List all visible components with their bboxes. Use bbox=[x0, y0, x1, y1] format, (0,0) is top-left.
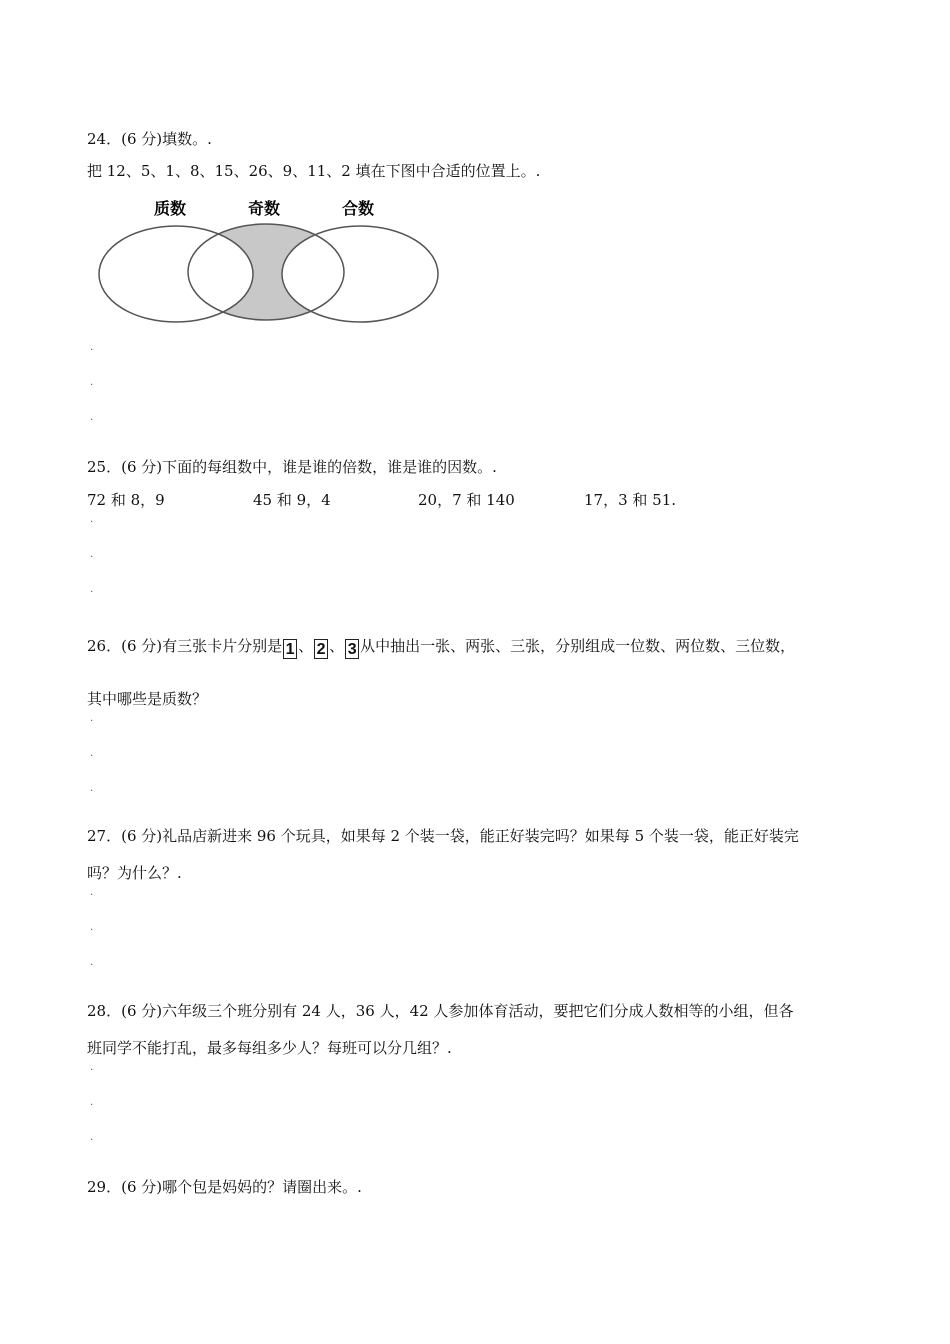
card-2: 2 bbox=[314, 639, 328, 659]
q27-line-1: 27．(6 分)礼品店新进来 96 个玩具，如果每 2 个装一袋，能正好装完吗？如果每 5 个装一袋，能正好装完 bbox=[87, 827, 799, 845]
answer-dot: . bbox=[90, 412, 94, 423]
q25-group-3: 20，7 和 140 bbox=[418, 491, 515, 509]
q29-title: 29．(6 分)哪个包是妈妈的？请圈出来。. bbox=[87, 1178, 362, 1196]
answer-dot: . bbox=[90, 514, 94, 525]
q26-suffix: 从中抽出一张、两张、三张，分别组成一位数、两位数、三位数， bbox=[360, 637, 796, 655]
q25-group-2: 45 和 9，4 bbox=[253, 491, 331, 509]
answer-dot: . bbox=[90, 1097, 94, 1108]
q24-text: 把 12、5、1、8、15、26、9、11、2 填在下图中合适的位置上。. bbox=[87, 162, 541, 180]
q28-line-1: 28．(6 分)六年级三个班分别有 24 人，36 人，42 人参加体育活动，要把它们分成人数相等的小组，但各 bbox=[87, 1002, 794, 1020]
venn-label-composite: 合数 bbox=[342, 199, 375, 218]
answer-dot: . bbox=[90, 713, 94, 724]
venn-label-prime: 质数 bbox=[154, 199, 187, 218]
answer-dot: . bbox=[90, 922, 94, 933]
answer-dot: . bbox=[90, 1132, 94, 1143]
answer-dot: . bbox=[90, 549, 94, 560]
card-1: 1 bbox=[283, 639, 297, 659]
q26-line-2: 其中哪些是质数？ bbox=[87, 690, 208, 708]
q26-sep: 、 bbox=[329, 637, 345, 655]
q24-title: 24．(6 分)填数。. bbox=[87, 130, 212, 148]
answer-dot: . bbox=[90, 783, 94, 794]
q26-prefix: 26．(6 分)有三张卡片分别是 bbox=[87, 637, 283, 655]
venn-diagram bbox=[96, 192, 446, 332]
answer-dot: . bbox=[90, 957, 94, 968]
q25-group-1: 72 和 8，9 bbox=[87, 491, 165, 509]
q26-line-1 bbox=[87, 637, 795, 659]
odd-only-region bbox=[99, 212, 438, 332]
q25-group-4: 17，3 和 51. bbox=[584, 491, 677, 509]
q27-line-2: 吗？为什么？. bbox=[87, 864, 182, 882]
q26-sep: 、 bbox=[298, 637, 314, 655]
answer-dot: . bbox=[90, 748, 94, 759]
q28-line-2: 班同学不能打乱，最多每组多少人？每班可以分几组？. bbox=[87, 1039, 452, 1057]
answer-dot: . bbox=[90, 377, 94, 388]
answer-dot: . bbox=[90, 342, 94, 353]
card-3: 3 bbox=[345, 639, 359, 659]
answer-dot: . bbox=[90, 1062, 94, 1073]
answer-dot: . bbox=[90, 584, 94, 595]
venn-label-odd: 奇数 bbox=[248, 199, 281, 218]
answer-dot: . bbox=[90, 887, 94, 898]
q25-title: 25．(6 分)下面的每组数中，谁是谁的倍数，谁是谁的因数。. bbox=[87, 458, 497, 476]
